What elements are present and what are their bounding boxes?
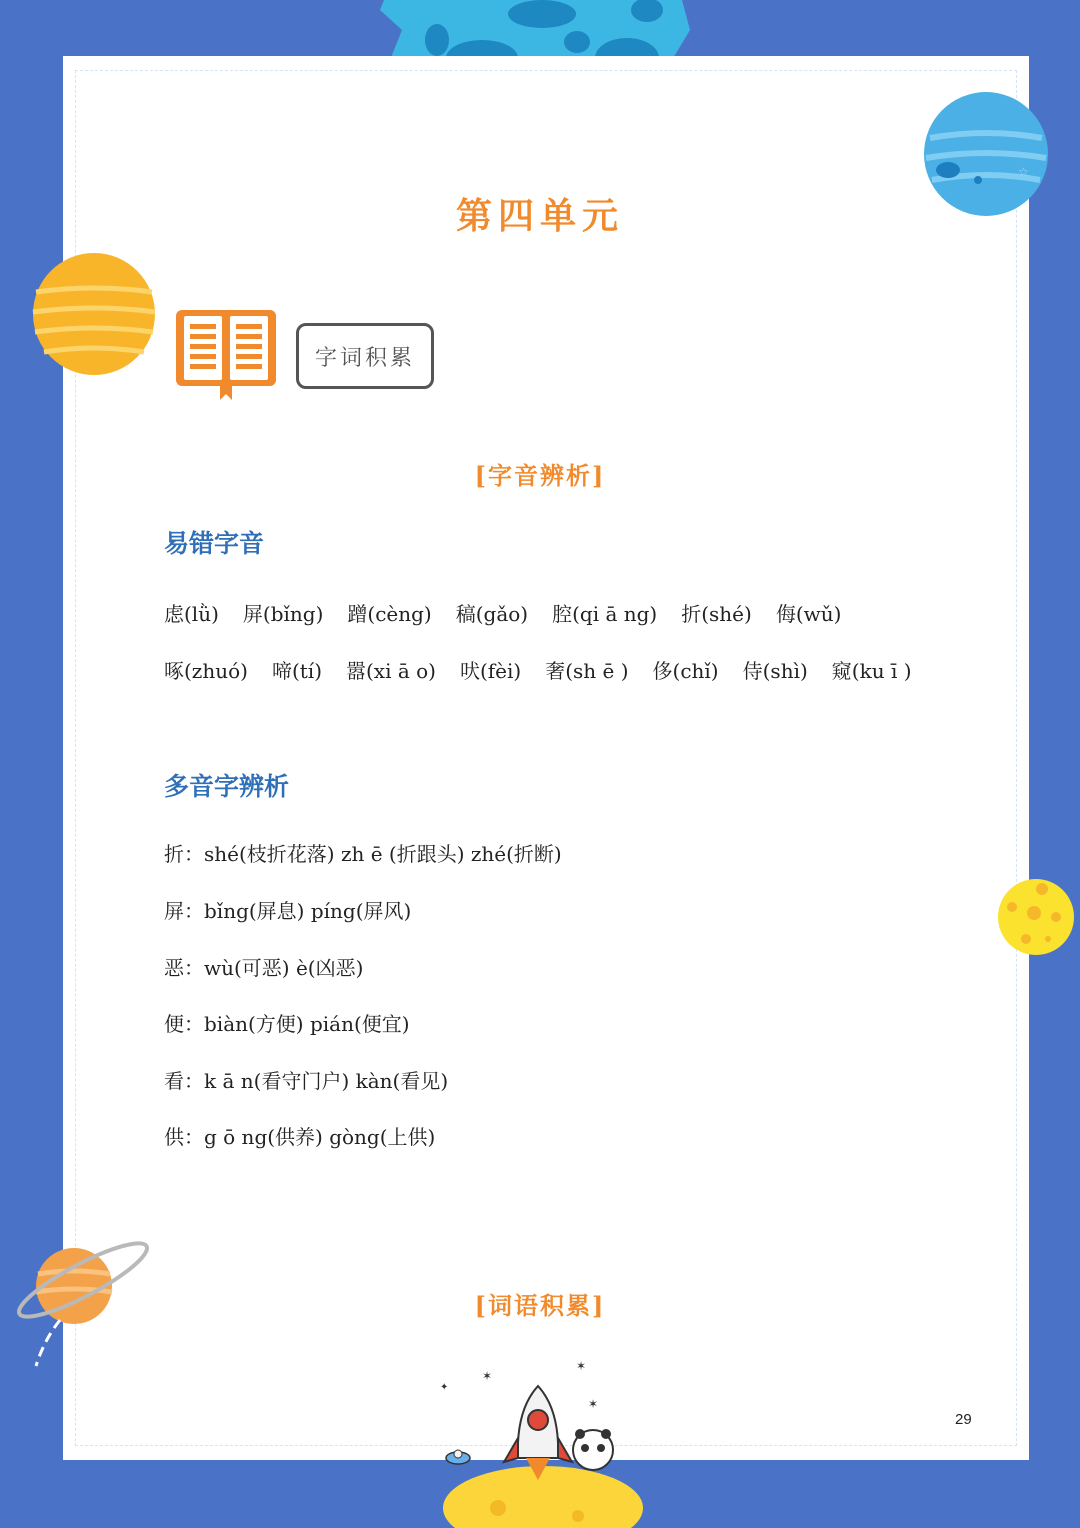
orange-planet-left-decoration	[30, 252, 160, 378]
white-page	[63, 56, 1029, 1460]
rocket-panda-illustration	[438, 1358, 648, 1528]
pinyin-item: 嚣(xi ā o)	[346, 659, 436, 683]
book-icon	[172, 306, 280, 402]
pinyin-item: 蹭(cèng)	[347, 602, 432, 626]
yellow-moon-right-decoration	[996, 877, 1080, 957]
polyphone-line: 恶：wù(可恶) è(凶恶)	[164, 956, 364, 980]
unit-title: 第四单元	[455, 195, 624, 237]
polyphone-line: 看：k ā n(看守门户) kàn(看见)	[164, 1069, 449, 1093]
vocab-accumulation-badge: 字词积累	[296, 323, 434, 389]
pinyin-item: 窥(ku ī )	[831, 659, 912, 683]
pinyin-item: 啼(tí)	[271, 659, 322, 683]
easy-wrong-heading: 易错字音	[164, 529, 265, 558]
easy-wrong-row-2	[164, 655, 936, 685]
pinyin-item: 吠(fèi)	[459, 659, 522, 683]
pinyin-item: 折(shé)	[681, 602, 752, 626]
polyphone-heading: 多音字辨析	[164, 772, 290, 801]
pinyin-item: 侮(wǔ)	[775, 602, 842, 626]
dashed-border	[75, 70, 1017, 1446]
polyphone-line: 折：shé(枝折花落) zh ē (折跟头) zhé(折断)	[164, 842, 562, 866]
pinyin-item: 稿(gǎo)	[455, 602, 529, 626]
easy-wrong-row-1	[164, 598, 865, 628]
svg-text:✶: ✶	[588, 1397, 599, 1411]
pinyin-item: 腔(qi ā ng)	[552, 602, 658, 626]
pinyin-item: 侈(chǐ)	[652, 659, 719, 683]
pinyin-item: 啄(zhuó)	[164, 659, 248, 683]
page-number: 29	[955, 1411, 972, 1428]
polyphone-line: 便：biàn(方便) pián(便宜)	[164, 1012, 410, 1036]
svg-text:✦: ✦	[440, 1382, 449, 1393]
pinyin-item: 奢(sh ē )	[545, 659, 629, 683]
vocabulary-section-title: [词语积累]	[474, 1291, 606, 1320]
svg-text:✶: ✶	[576, 1359, 587, 1373]
polyphone-line: 供：g ō ng(供养) gòng(上供)	[164, 1125, 436, 1149]
svg-text:☆: ☆	[1018, 165, 1029, 179]
pinyin-item: 虑(lǜ)	[164, 602, 219, 626]
pinyin-item: 侍(shì)	[742, 659, 808, 683]
pronunciation-section-title: [字音辨析]	[474, 461, 606, 490]
pinyin-item: 屏(bǐng)	[242, 602, 324, 626]
polyphone-line: 屏：bǐng(屏息) píng(屏风)	[164, 899, 412, 923]
svg-text:✶: ✶	[482, 1369, 493, 1383]
